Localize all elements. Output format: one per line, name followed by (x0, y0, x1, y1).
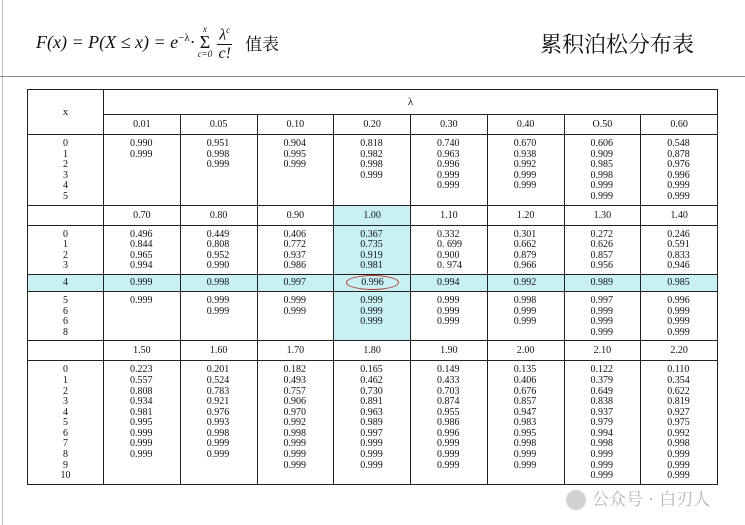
value: 0.999 (590, 459, 613, 471)
header-row (28, 90, 718, 115)
formula-sum (198, 25, 213, 59)
value: 0.999 (283, 159, 306, 171)
probability-column (104, 361, 181, 485)
probability-column (564, 135, 641, 206)
value: 0.223 (130, 364, 153, 376)
value: 0.946 (667, 260, 690, 272)
lambda-value: 1.60 (180, 341, 257, 361)
value: 0.999 (130, 438, 153, 450)
value: 0.670 (513, 138, 537, 149)
value: 0.997 (590, 294, 613, 306)
value: 0.878 (667, 148, 690, 160)
probability-column (334, 361, 411, 485)
value: 0.879 (513, 249, 537, 261)
x-values (28, 135, 104, 206)
value: 0.998 (590, 438, 613, 450)
x-header: x (28, 90, 104, 135)
value: 0.703 (437, 385, 460, 397)
value: 0.135 (513, 364, 537, 376)
value: 0.999 (590, 326, 613, 338)
value: 0 (63, 228, 68, 240)
value: 0.999 (283, 305, 306, 317)
value: 0.999 (513, 169, 537, 181)
value: 0.998 (513, 438, 537, 450)
value: 0.874 (437, 396, 460, 408)
value: 0.730 (360, 385, 383, 397)
probability-column (641, 225, 718, 274)
probability-column (641, 291, 718, 340)
value: 0.900 (437, 249, 460, 261)
value: 0.990 (206, 260, 230, 272)
probability-column (487, 291, 564, 340)
value: 0.952 (206, 249, 230, 261)
lambda-row (28, 341, 718, 361)
value: 0.999 (360, 316, 383, 328)
value: 0.999 (667, 190, 690, 202)
lambda-row (28, 115, 718, 135)
watermark-text: 公众号 · 白刃人 (592, 490, 711, 510)
value: 0.963 (360, 406, 383, 418)
value: 0.406 (283, 228, 306, 240)
probability-column (487, 135, 564, 206)
value: 0.493 (283, 374, 306, 386)
x-header-empty (28, 341, 104, 361)
probability-column (180, 225, 257, 274)
highlight-value: 0.997 (257, 274, 334, 291)
formula-numerator-base: λ (219, 26, 227, 44)
value: 0.992 (667, 427, 690, 439)
value: 0.904 (283, 138, 306, 149)
value: 0.999 (360, 305, 383, 317)
value: 0.994 (130, 260, 153, 272)
value: 0.857 (590, 249, 613, 261)
value: 0.735 (360, 239, 383, 251)
value: 10 (60, 470, 71, 482)
probability-column (257, 225, 334, 274)
value: 0.557 (130, 374, 153, 386)
value: 0.649 (590, 385, 613, 397)
value: 0.332 (437, 228, 460, 240)
value: 0.906 (283, 396, 306, 408)
lambda-value: 1.30 (564, 205, 641, 225)
value: 0.626 (590, 239, 613, 251)
x-values (28, 225, 104, 274)
value: 0.963 (437, 148, 460, 160)
value: 0.998 (667, 438, 690, 450)
value: 0.986 (283, 260, 306, 272)
value: 0.891 (360, 396, 383, 408)
probability-column (411, 135, 488, 206)
value: 0.965 (130, 249, 153, 261)
probability-column (257, 291, 334, 340)
value: 0.982 (360, 148, 383, 160)
value: 0.548 (667, 138, 690, 149)
formula-suffix: 值表 (245, 34, 280, 55)
formula-denominator: c! (218, 45, 231, 63)
value: 0.955 (437, 406, 460, 418)
probability-column (334, 225, 411, 274)
value: 0.783 (206, 385, 230, 397)
probability-column (411, 361, 488, 485)
value: 0.999 (283, 294, 306, 306)
value: 0.110 (667, 364, 690, 376)
value: 0.999 (437, 438, 460, 450)
value: 2 (63, 385, 68, 397)
value: 9 (63, 459, 68, 471)
formula-sum-symbol: Σ (199, 32, 211, 52)
lambda-value: 0.90 (257, 205, 334, 225)
lambda-value: 1.80 (334, 341, 411, 361)
value: 0.998 (206, 427, 230, 439)
data-block (28, 291, 718, 340)
value: 2 (63, 249, 68, 261)
probability-column (564, 361, 641, 485)
value: 0. 974 (437, 260, 462, 272)
formula-sum-bottom: c=0 (197, 49, 213, 59)
value: 0.301 (513, 228, 537, 240)
value: 0.998 (206, 148, 230, 160)
value: 0.496 (130, 228, 153, 240)
value: 4 (63, 406, 68, 418)
formula-lhs: F(x) = P(X ≤ x) = e (36, 31, 179, 52)
value: 0.999 (667, 326, 690, 338)
lambda-value: O.50 (564, 115, 641, 135)
value: 0.947 (513, 406, 537, 418)
probability-column (487, 225, 564, 274)
value: 0.909 (590, 148, 613, 160)
value: 0.992 (283, 417, 306, 429)
value: 5 (63, 294, 68, 306)
lambda-value: 2.00 (487, 341, 564, 361)
value: 0.844 (130, 239, 153, 251)
page-left-edge (2, 0, 3, 525)
value: 0.808 (206, 239, 230, 251)
value: 0.819 (667, 396, 690, 408)
value: 0.833 (667, 249, 690, 261)
value: 0.927 (667, 406, 690, 418)
page-title: 累积泊松分布表 (540, 33, 695, 58)
value: 0.999 (360, 459, 383, 471)
probability-column (334, 135, 411, 206)
value: 8 (63, 326, 68, 338)
value: 0.990 (130, 138, 153, 149)
highlight-value: 0.994 (411, 274, 488, 291)
circled-value: 0.996 (346, 275, 399, 290)
probability-column (564, 225, 641, 274)
value: 0.999 (590, 190, 613, 202)
value: 4 (63, 180, 68, 192)
value: 0.996 (437, 427, 460, 439)
probability-column (104, 135, 181, 206)
value: 0.999 (283, 449, 306, 461)
value: 0.999 (206, 449, 230, 461)
value: 0.999 (360, 449, 383, 461)
value: 0.999 (283, 459, 306, 471)
value: 1 (63, 148, 68, 160)
value: 0.997 (360, 427, 383, 439)
probability-column (180, 291, 257, 340)
lambda-value: 0.01 (104, 115, 181, 135)
lambda-value: 0.70 (104, 205, 181, 225)
highlight-row-x4 (28, 274, 718, 291)
value: 0.999 (667, 470, 690, 482)
value: 0.951 (206, 138, 230, 149)
value: 6 (63, 305, 68, 317)
value: 0.999 (130, 449, 153, 461)
value: 0.999 (590, 470, 613, 482)
value: 6 (63, 316, 68, 328)
value: 0.921 (206, 396, 230, 408)
value: 0.998 (513, 294, 537, 306)
lambda-value: 0.40 (487, 115, 564, 135)
value: 0.999 (513, 316, 537, 328)
value: 0.606 (590, 138, 613, 149)
value: 0.999 (206, 438, 230, 450)
formula-sum-top: x (202, 24, 207, 34)
value: 0.981 (130, 406, 153, 418)
probability-column (641, 361, 718, 485)
value: 3 (63, 396, 68, 408)
highlight-value: 0.992 (487, 274, 564, 291)
value: 0.772 (283, 239, 306, 251)
value: 0.149 (437, 364, 460, 376)
probability-column (487, 361, 564, 485)
value: 0.818 (360, 138, 383, 149)
value: 0.999 (513, 459, 537, 471)
lambda-value: 0.60 (641, 115, 718, 135)
lambda-value: 1.90 (411, 341, 488, 361)
value: 0.999 (513, 180, 537, 192)
lambda-value: 0.30 (411, 115, 488, 135)
probability-column (411, 291, 488, 340)
value: 0.524 (206, 374, 230, 386)
lambda-row (28, 205, 718, 225)
value: 0.122 (590, 364, 613, 376)
formula-numerator-exp: c (226, 24, 231, 35)
value: 0.449 (206, 228, 230, 240)
value: 0.993 (206, 417, 230, 429)
probability-column (257, 361, 334, 485)
value: 0.379 (590, 374, 613, 386)
value: 0.998 (590, 169, 613, 181)
value: 0.999 (283, 438, 306, 450)
value: 1 (63, 239, 68, 251)
value: 0.757 (283, 385, 306, 397)
probability-column (641, 135, 718, 206)
value: 0.966 (513, 260, 537, 272)
value: 0.999 (667, 449, 690, 461)
value: 0.676 (513, 385, 537, 397)
value: 0.999 (437, 459, 460, 471)
value: 0.999 (667, 316, 690, 328)
value: 0.201 (206, 364, 230, 376)
data-block (28, 225, 718, 274)
x-values (28, 361, 104, 485)
value: 0.999 (437, 305, 460, 317)
value: 0.970 (283, 406, 306, 418)
probability-column (334, 291, 411, 340)
lambda-value: 2.20 (641, 341, 718, 361)
value: 0. 699 (437, 239, 462, 251)
value: 0.999 (130, 427, 153, 439)
x-header-empty (28, 205, 104, 225)
value: 0.838 (590, 396, 613, 408)
value: 0.999 (590, 305, 613, 317)
value: 0 (63, 364, 68, 376)
value: 5 (63, 190, 68, 202)
highlight-value: 0.999 (104, 274, 181, 291)
value: 1 (63, 374, 68, 386)
value: 0.919 (360, 249, 383, 261)
poisson-cdf-formula (36, 18, 279, 66)
value: 0.999 (437, 180, 460, 192)
highlight-value: 0.989 (564, 274, 641, 291)
value: 0.999 (590, 316, 613, 328)
value: 0.989 (360, 417, 383, 429)
watermark-logo-icon (566, 490, 586, 510)
value: 0.937 (590, 406, 613, 418)
value: 0.998 (360, 159, 383, 171)
value: 0.999 (590, 449, 613, 461)
watermark (566, 485, 710, 510)
value: 3 (63, 260, 68, 272)
highlight-x: 4 (28, 274, 104, 291)
value: 0.981 (360, 260, 383, 272)
value: 0.591 (667, 239, 690, 251)
value: 0.999 (360, 294, 383, 306)
value: 0.622 (667, 385, 690, 397)
lambda-value: 1.00 (334, 205, 411, 225)
value: 0.996 (667, 294, 690, 306)
formula-exponent: −λ (178, 32, 190, 44)
value: 0.995 (283, 148, 306, 160)
x-values (28, 291, 104, 340)
probability-column (180, 361, 257, 485)
lambda-value: 1.10 (411, 205, 488, 225)
lambda-value: 0.10 (257, 115, 334, 135)
value: 0.182 (283, 364, 306, 376)
poisson-table (27, 89, 718, 485)
value: 0.246 (667, 228, 690, 240)
value: 8 (63, 449, 68, 461)
probability-column (564, 291, 641, 340)
value: 0.272 (590, 228, 613, 240)
value: 0.996 (437, 159, 460, 171)
probability-column (180, 135, 257, 206)
value: 0.994 (590, 427, 613, 439)
value: 3 (63, 169, 68, 181)
value: 7 (63, 438, 68, 450)
value: 5 (63, 417, 68, 429)
value: 0.999 (206, 294, 230, 306)
data-block (28, 361, 718, 485)
value: 0.934 (130, 396, 153, 408)
value: 0.999 (360, 169, 383, 181)
value: 0.354 (667, 374, 690, 386)
lambda-value: 1.50 (104, 341, 181, 361)
value: 0.938 (513, 148, 537, 160)
value: 0.740 (437, 138, 460, 149)
highlight-value (334, 274, 411, 291)
value: 0.985 (590, 159, 613, 171)
probability-column (257, 135, 334, 206)
value: 0.976 (206, 406, 230, 418)
value: 0.433 (437, 374, 460, 386)
value: 0.983 (513, 417, 537, 429)
value: 0.462 (360, 374, 383, 386)
lambda-value: 0.05 (180, 115, 257, 135)
lambda-value: 1.70 (257, 341, 334, 361)
value: 0.986 (437, 417, 460, 429)
value: 0.996 (667, 169, 690, 181)
value: 0.992 (513, 159, 537, 171)
formula-fraction (217, 21, 232, 63)
value: 0.999 (513, 449, 537, 461)
value: 0.808 (130, 385, 153, 397)
value: 0 (63, 138, 68, 149)
value: 6 (63, 427, 68, 439)
probability-column (104, 291, 181, 340)
value: 0.406 (513, 374, 537, 386)
value: 0.998 (283, 427, 306, 439)
value: 0.857 (513, 396, 537, 408)
value: 0.999 (667, 305, 690, 317)
value: 0.999 (437, 294, 460, 306)
value: 0.367 (360, 228, 383, 240)
value: 0.979 (590, 417, 613, 429)
lambda-value: 0.20 (334, 115, 411, 135)
value: 0.999 (667, 180, 690, 192)
value: 0.999 (437, 449, 460, 461)
value: 0.999 (437, 169, 460, 181)
lambda-value: 1.20 (487, 205, 564, 225)
value: 0.976 (667, 159, 690, 171)
value: 0.975 (667, 417, 690, 429)
value: 0.956 (590, 260, 613, 272)
value: 0.999 (206, 159, 230, 171)
formula-numerator (217, 21, 232, 45)
lambda-value: 0.80 (180, 205, 257, 225)
lambda-header: λ (104, 90, 718, 115)
value: 0.999 (437, 316, 460, 328)
value: 0.937 (283, 249, 306, 261)
value: 0.999 (513, 305, 537, 317)
header-divider (0, 76, 745, 77)
value: 2 (63, 159, 68, 171)
value: 0.165 (360, 364, 383, 376)
value: 0.999 (130, 294, 153, 306)
formula-dot: · (189, 31, 196, 52)
value: 0.662 (513, 239, 537, 251)
value: 0.999 (590, 180, 613, 192)
value: 0.999 (360, 438, 383, 450)
value: 0.999 (667, 459, 690, 471)
value: 0.995 (513, 427, 537, 439)
data-block (28, 135, 718, 206)
highlight-value: 0.985 (641, 274, 718, 291)
value: 0.999 (130, 148, 153, 160)
lambda-value: 1.40 (641, 205, 718, 225)
value: 0.999 (206, 305, 230, 317)
probability-column (104, 225, 181, 274)
probability-column (411, 225, 488, 274)
highlight-value: 0.998 (180, 274, 257, 291)
lambda-value: 2.10 (564, 341, 641, 361)
value: 0.995 (130, 417, 153, 429)
